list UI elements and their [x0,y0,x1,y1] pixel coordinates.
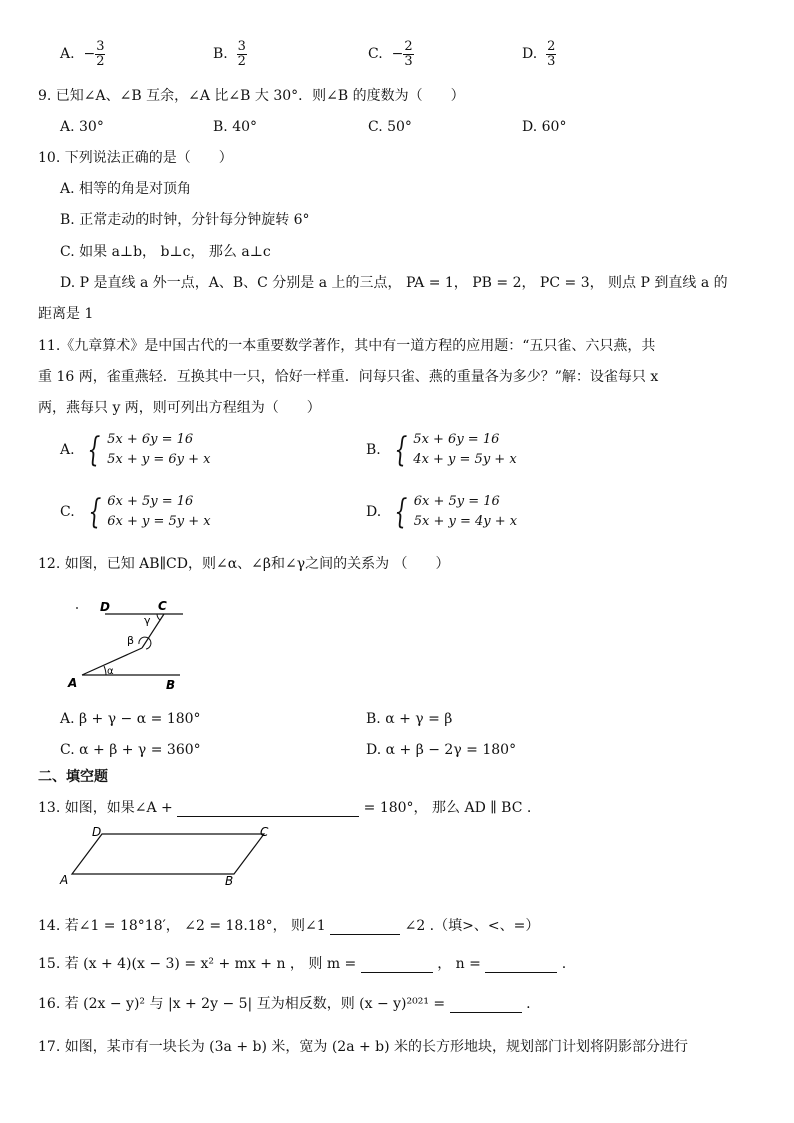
q16-prefix: 16. 若 (2x − y)² 与 |x + 2y − 5| 互为相反数，则 (x − y)²⁰²¹ = [38,996,446,1012]
option-label: C. [60,503,75,520]
q9-stem: 9. 已知∠A、∠B 互余，∠A 比∠B 大 30°．则∠B 的度数为（ ） [38,88,465,104]
q12-option-b: B. α + γ = β [366,711,453,727]
label-c: C [260,825,269,839]
q13-line [38,800,531,817]
q12-stem: 12. 如图，已知 AB∥CD，则∠α、∠β和∠γ之间的关系为 （ ） [38,556,450,572]
q14-line [38,918,539,935]
label-d: D [100,600,110,614]
q12-option-c: C. α + β + γ = 360° [60,742,201,758]
q15-m-blank[interactable] [361,972,433,973]
q10-stem: 10. 下列说法正确的是（ ） [38,150,233,166]
section-title: 二、填空题 [38,769,108,785]
q14-answer-blank[interactable] [330,934,400,935]
minus-sign: − [391,46,404,63]
q10-option-d-line1: D. P 是直线 a 外一点，A、B、C 分别是 a 上的三点， PA = 1， PB = 2， PC = 3， 则点 P 到直线 a 的 [60,275,728,291]
q10-option-a: A. 相等的角是对顶角 [60,181,192,197]
label-a: A [68,676,78,690]
q8-option-b [213,40,247,68]
q13-suffix: = 180°， 那么 AD ∥ BC . [363,800,532,816]
q16-line [38,996,531,1013]
q11-option-d [366,492,517,531]
q8-option-d [522,40,556,68]
label-d: D [92,825,102,839]
q16-end: . [526,996,531,1012]
q12-option-a: A. β + γ − α = 180° [60,711,201,727]
q13-figure [58,824,278,888]
fraction: $\frac{3}{2}$ [237,39,246,69]
equation-system: { 6x + 5y = 16 5x + y = 4y + x [394,491,518,532]
q15-line [38,956,566,973]
option-label: A. [60,46,75,63]
q10-option-c: C. 如果 a⊥b， b⊥c， 那么 a⊥c [60,244,271,260]
label-alpha: α [107,666,114,677]
brace-icon: { [87,491,101,532]
brace-icon: { [393,429,407,470]
q8-option-a [60,40,105,68]
q9-option-b: B. 40° [213,119,258,135]
equation-system: { 5x + 6y = 16 5x + y = 6y + x [87,429,211,470]
q15-n-blank[interactable] [485,972,557,973]
q9-option-a: A. 30° [60,119,104,135]
q13-answer-blank[interactable] [177,816,359,817]
brace-icon: { [394,491,408,532]
q17-line1: 17. 如图，某市有一块长为 (3a + b) 米，宽为 (2a + b) 米的长方形地块，规划部门计划将阴影部分进行 [38,1039,689,1055]
q12-option-d: D. α + β − 2γ = 180° [366,742,517,758]
option-label: B. [213,46,228,63]
fraction: $\frac{3}{2}$ [96,39,105,69]
option-label: A. [60,441,75,458]
q15-prefix: 15. 若 (x + 4)(x − 3) = x² + mx + n ， 则 m = [38,956,357,972]
label-beta: β [127,634,135,647]
q11-option-c [60,492,211,531]
option-label: D. [366,503,382,520]
alpha-arc [104,666,106,675]
fraction: $\frac{2}{3}$ [547,39,556,69]
q15-end: . [561,956,567,972]
gamma-arc [157,614,160,620]
q15-mid: ， n = [437,956,481,972]
q10-option-d-line2: 距离是 1 [38,306,94,322]
option-label: B. [366,441,381,458]
q11-option-a [60,430,210,469]
q9-option-c: C. 50° [368,119,412,135]
q11-line1: 11.《九章算术》是中国古代的一本重要数学著作，其中有一道方程的应用题：“五只雀、六只燕，共 [38,338,656,354]
option-label: D. [522,46,538,63]
brace-icon: { [87,429,101,470]
equation-system: { 6x + 5y = 16 6x + y = 5y + x [87,491,211,532]
label-b: B [166,678,176,692]
q8-option-c [368,40,414,68]
option-label: C. [368,46,383,63]
equation-system: { 5x + 6y = 16 4x + y = 5y + x [393,429,517,470]
q11-line2: 重 16 两，雀重燕轻．互换其中一只，恰好一样重．问每只雀、燕的重量各为多少？”解：设雀每只 x [38,369,659,385]
q11-option-b [366,430,517,469]
q14-prefix: 14. 若∠1 = 18°18′， ∠2 = 18.18°， 则∠1 [38,918,326,934]
label-b: B [225,874,234,888]
parallelogram-abcd [72,834,264,874]
q12-figure [60,592,210,694]
label-a: A [60,873,69,887]
q16-answer-blank[interactable] [450,1012,522,1013]
q10-option-b: B. 正常走动的时钟，分针每分钟旋转 6° [60,212,310,228]
q9-option-d: D. 60° [522,119,567,135]
minus-sign: − [83,46,96,63]
q11-line3: 两，燕每只 y 两，则可列出方程组为（ ） [38,400,321,416]
label-c: C [158,599,167,613]
q13-prefix: 13. 如图，如果∠A + [38,800,173,816]
label-gamma: γ [144,614,151,627]
q14-suffix: ∠2 .（填>、<、=） [404,918,540,934]
fraction: $\frac{2}{3}$ [404,39,413,69]
